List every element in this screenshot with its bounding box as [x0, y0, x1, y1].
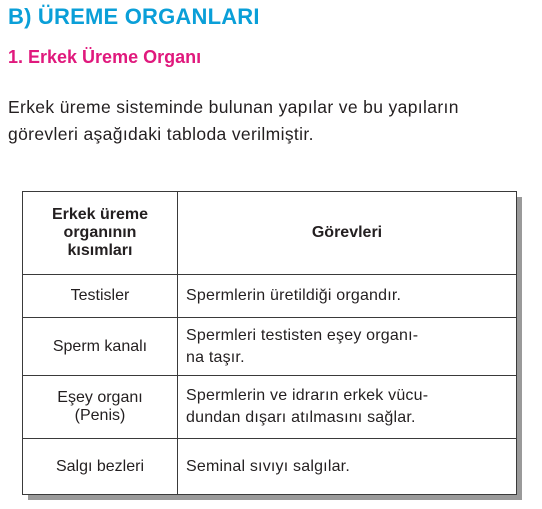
- function-cell: [178, 376, 517, 439]
- function-cell: [178, 439, 517, 495]
- table-row: [23, 275, 517, 318]
- cell-line: Testisler: [70, 287, 130, 304]
- table-row: [23, 318, 517, 376]
- header-line: organının: [63, 224, 137, 241]
- function-cell: [178, 318, 517, 376]
- section-title: B) ÜREME ORGANLARI: [8, 4, 260, 29]
- cell-line: na taşır.: [186, 348, 245, 366]
- cell-line: Spermlerin ve idrarın erkek vücu-: [186, 387, 429, 404]
- table-row: [23, 439, 517, 495]
- intro-line: Erkek üreme sisteminde bulunan yapılar ve bu yapıların: [8, 97, 459, 117]
- table-row: [23, 376, 517, 439]
- cell-line: Spermlerin üretildiği organdır.: [186, 287, 402, 304]
- header-organ-parts: [23, 192, 178, 275]
- header-functions: Görevleri: [178, 192, 517, 275]
- cell-line: Seminal sıvıyı salgılar.: [186, 457, 350, 475]
- organ-part-cell: [23, 318, 178, 376]
- cell-line: dundan dışarı atılmasını sağlar.: [186, 409, 416, 426]
- cell-line: Spermleri testisten eşey organı-: [186, 326, 419, 344]
- cell-line: Sperm kanalı: [52, 337, 148, 355]
- intro-paragraph: [8, 94, 538, 148]
- intro-line: görevleri aşağıdaki tabloda verilmiştir.: [8, 124, 314, 144]
- organ-part-cell: [23, 376, 178, 439]
- function-cell: [178, 275, 517, 318]
- cell-line: (Penis): [74, 407, 126, 424]
- table-header-row: [23, 192, 517, 275]
- header-line: Erkek üreme: [51, 206, 149, 223]
- organ-part-cell: [23, 439, 178, 495]
- organ-part-cell: [23, 275, 178, 318]
- cell-line: Salgı bezleri: [55, 457, 145, 475]
- subsection-title: 1. Erkek Üreme Organı: [8, 47, 202, 67]
- organ-functions-table: [22, 191, 517, 495]
- header-line: kısımları: [67, 242, 133, 259]
- cell-line: Eşey organı: [57, 389, 143, 406]
